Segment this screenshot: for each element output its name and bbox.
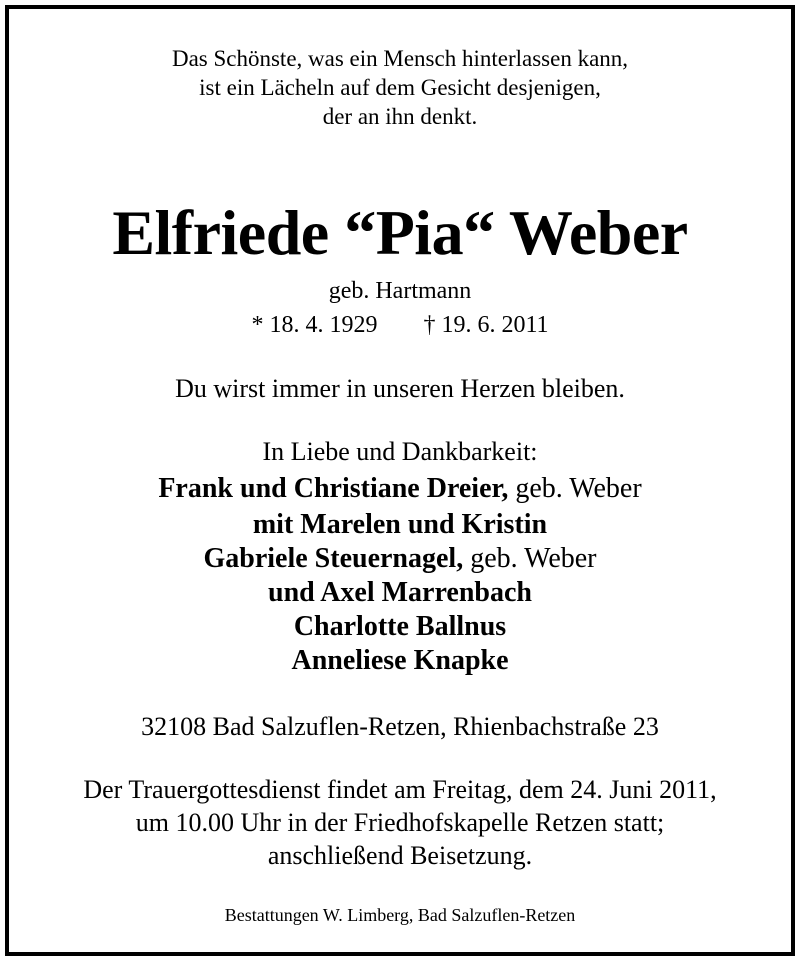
obituary-frame [5, 5, 795, 956]
mourner-name: mit Marelen und Kristin [252, 509, 548, 540]
mourner-line [9, 579, 791, 607]
mourner-line [9, 511, 791, 539]
address: 32108 Bad Salzuflen-Retzen, Rhienbachstraße 23 [141, 712, 659, 741]
mourner-line [9, 545, 791, 573]
mourner-line [9, 613, 791, 641]
motto-line-1: Das Schönste, was ein Mensch hinterlassen kann, [171, 46, 629, 71]
mourner-name: Anneliese Knapke [291, 645, 509, 676]
birth-date: * 18. 4. 1929 [251, 312, 378, 338]
life-dates [9, 313, 791, 337]
motto-line-2: ist ein Lächeln auf dem Gesicht desjenigen, [199, 75, 601, 100]
mourner-name: und Axel Marrenbach [268, 577, 532, 608]
undertaker: Bestattungen W. Limberg, Bad Salzuflen-Retzen [224, 905, 576, 925]
motto-line-3: der an ihn denkt. [322, 104, 478, 129]
mourner-name: Gabriele Steuernagel, [203, 543, 464, 574]
mourner-name: Charlotte Ballnus [293, 611, 507, 642]
mourner-line [9, 647, 791, 675]
service-line-1: Der Trauergottesdienst findet am Freitag, dem 24. Juni 2011, [83, 775, 717, 804]
verse: Du wirst immer in unseren Herzen bleiben. [175, 374, 625, 403]
mourner-name: Frank und Christiane Dreier, [158, 473, 509, 504]
mourners-intro: In Liebe und Dankbarkeit: [262, 437, 538, 466]
deceased-name: Elfriede “Pia“ Weber [112, 197, 688, 268]
mourner-note: geb. Weber [508, 473, 642, 504]
service-line-2: um 10.00 Uhr in der Friedhofskapelle Retzen statt; [135, 808, 665, 837]
service-line-3: anschließend Beisetzung. [267, 841, 533, 870]
maiden-name: geb. Hartmann [328, 278, 472, 304]
mourner-note: geb. Weber [463, 543, 597, 574]
death-date: † 19. 6. 2011 [423, 312, 549, 338]
mourner-line [9, 475, 791, 503]
